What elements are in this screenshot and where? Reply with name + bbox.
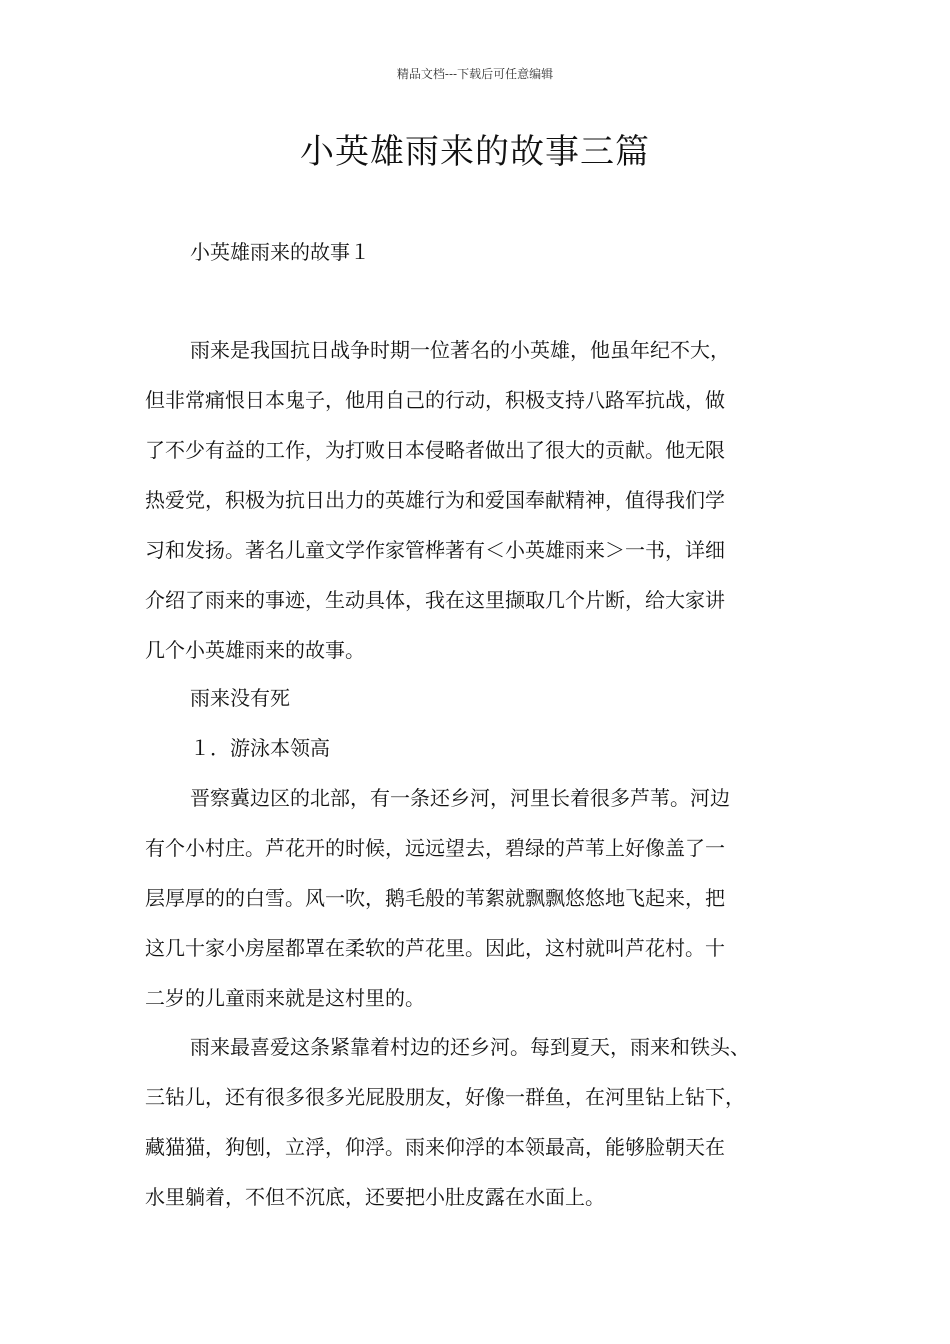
paragraph-line: 三钻儿，还有很多很多光屁股朋友，好像一群鱼，在河里钻上钻下，: [145, 1085, 745, 1109]
paragraph-line: 热爱党，积极为抗日出力的英雄行为和爱国奉献精神，值得我们学: [145, 488, 725, 512]
paragraph-river: [145, 1022, 835, 1222]
header-note: 精品文档---下载后可任意编辑: [396, 67, 554, 81]
paragraph-line: 雨来是我国抗日战争时期一位著名的小英雄，他虽年纪不大，: [190, 338, 730, 362]
paragraph-line: 有个小村庄。芦花开的时候，远远望去，碧绿的芦苇上好像盖了一: [145, 836, 725, 860]
paragraph-line: 几个小英雄雨来的故事。: [145, 638, 365, 662]
paragraph-line: 了不少有益的工作，为打败日本侵略者做出了很大的贡献。他无限: [145, 438, 725, 462]
paragraph-line: 习和发扬。著名儿童文学作家管桦著有＜小英雄雨来＞一书，详细: [145, 538, 725, 562]
story-subheading: 雨来没有死: [190, 686, 290, 710]
paragraph-line: 但非常痛恨日本鬼子，他用自己的行动，积极支持八路军抗战，做: [145, 388, 725, 412]
document-title: 小英雄雨来的故事三篇: [300, 132, 650, 172]
chapter-subheading: １．游泳本领高: [190, 736, 330, 760]
paragraph-line: 二岁的儿童雨来就是这村里的。: [145, 986, 425, 1010]
paragraph-line: 水里躺着，不但不沉底，还要把小肚皮露在水面上。: [145, 1185, 605, 1209]
paragraph-line: 藏猫猫，狗刨，立浮，仰浮。雨来仰浮的本领最高，能够脸朝天在: [145, 1135, 725, 1159]
section-heading: 小英雄雨来的故事１: [190, 240, 370, 264]
paragraph-line: 这几十家小房屋都罩在柔软的芦花里。因此，这村就叫芦花村。十: [145, 936, 725, 960]
paragraph-line: 介绍了雨来的事迹，生动具体，我在这里撷取几个片断，给大家讲: [145, 588, 725, 612]
paragraph-village: [145, 773, 835, 1023]
paragraph-intro: [145, 325, 835, 675]
paragraph-line: 晋察冀边区的北部，有一条还乡河，河里长着很多芦苇。河边: [190, 786, 730, 810]
paragraph-line: 层厚厚的的白雪。风一吹，鹅毛般的苇絮就飘飘悠悠地飞起来，把: [145, 886, 725, 910]
paragraph-line: 雨来最喜爱这条紧靠着村边的还乡河。每到夏天，雨来和铁头、: [190, 1035, 750, 1059]
